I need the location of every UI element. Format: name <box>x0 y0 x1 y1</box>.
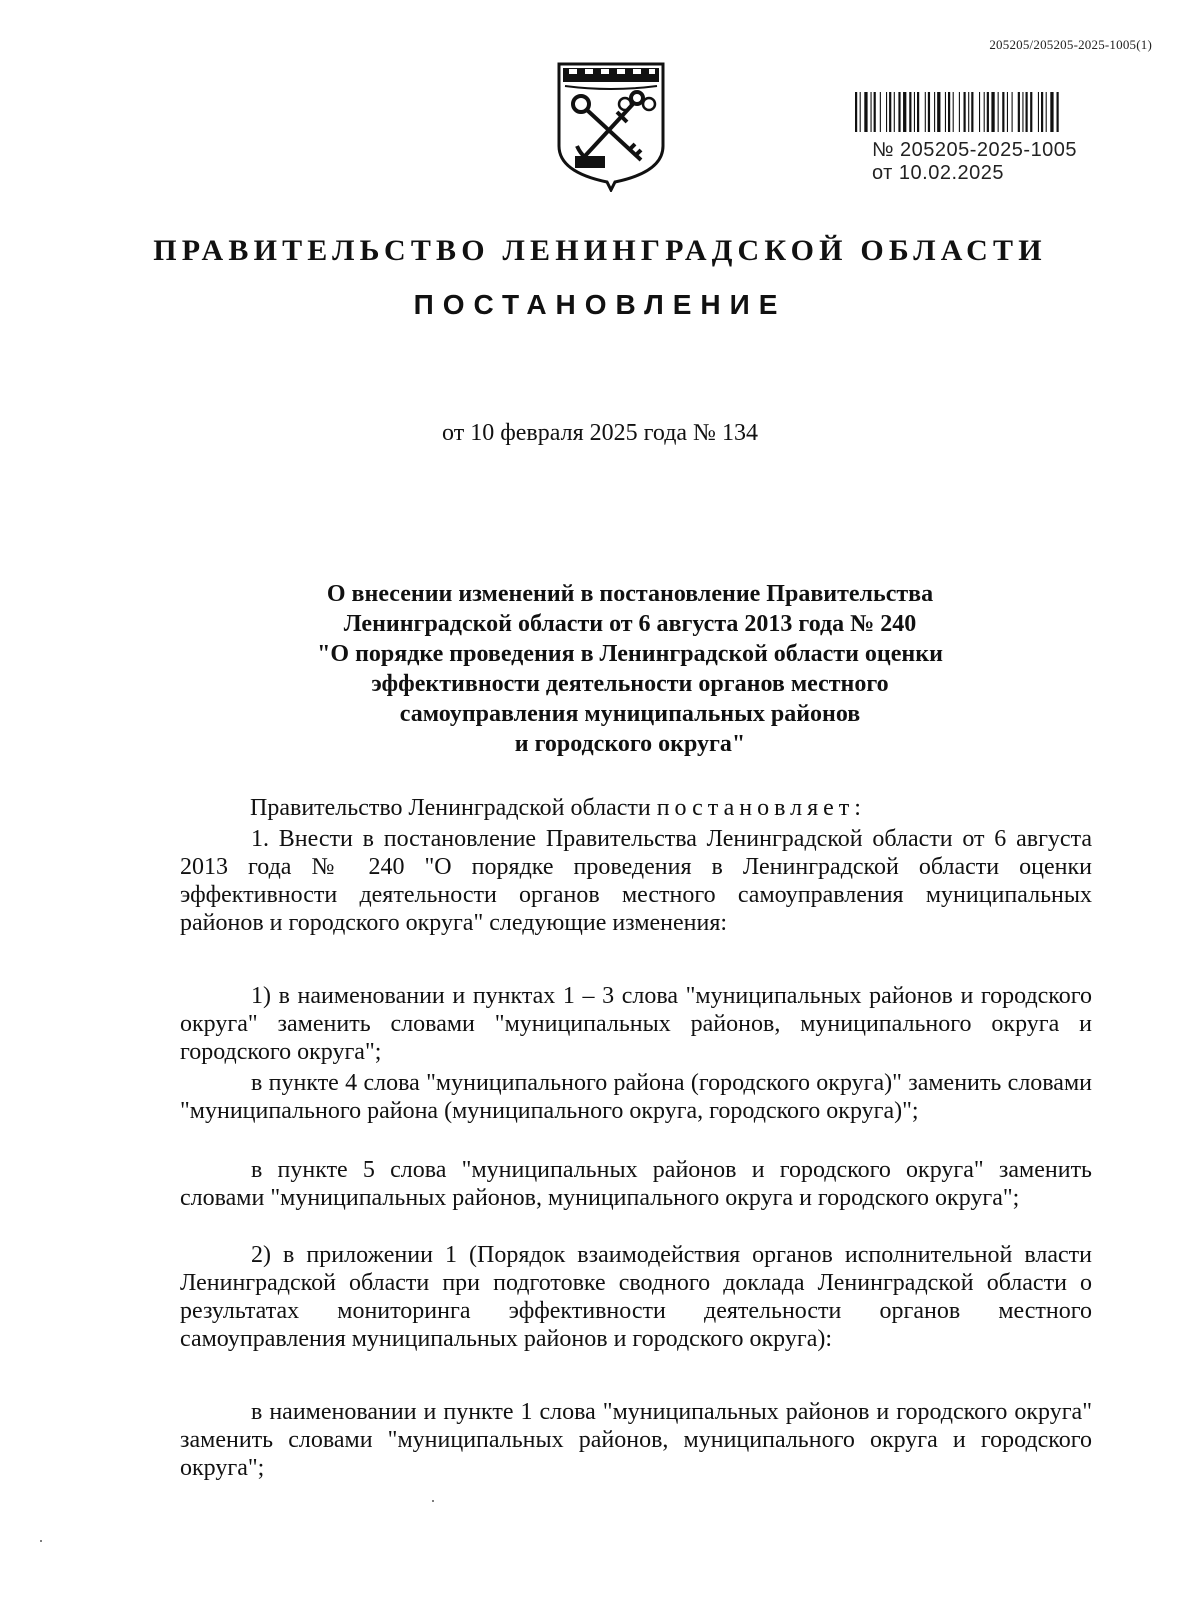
barcode-bar <box>1046 92 1047 132</box>
barcode-bar <box>1018 92 1020 132</box>
barcode-bar <box>874 92 876 132</box>
paragraph-1-item-1-point-4: в пункте 4 слова "муниципального района (городского округа)" заменить словами "муниципального района (муниципального округа, городского округа)"; <box>180 1070 1092 1124</box>
enacting-clause-colon: : <box>854 795 861 821</box>
barcode-bar <box>979 92 980 132</box>
barcode-bar <box>880 92 881 132</box>
barcode-bar <box>998 92 999 132</box>
barcode-bar <box>886 92 887 132</box>
title-line: эффективности деятельности органов местного <box>371 671 889 697</box>
title-line: и городского округа" <box>514 731 746 757</box>
title-line: "О порядке проведения в Ленинградской области оценки <box>317 641 943 667</box>
barcode-bar <box>855 92 857 132</box>
barcode-bar <box>968 92 969 132</box>
barcode-bar <box>1038 92 1039 132</box>
document-id: 205205/205205-2025-1005(1) <box>989 37 1152 52</box>
barcode-bar <box>945 92 946 132</box>
barcode-bar <box>909 92 911 132</box>
barcode-bar <box>1012 92 1013 132</box>
barcode-bar <box>959 92 960 132</box>
title-line: самоуправления муниципальных районов <box>399 701 861 727</box>
barcode-bar <box>937 92 940 132</box>
barcode-bar <box>898 92 900 132</box>
title-line: Ленинградской области от 6 августа 2013 года № 240 <box>343 611 917 637</box>
barcode-bar <box>1041 92 1043 132</box>
barcode-bar <box>987 92 989 132</box>
barcode-bar <box>864 92 867 132</box>
barcode-bar <box>889 92 891 132</box>
document-date-number: от 10 февраля 2025 года № 134 <box>442 420 758 446</box>
barcode-bar <box>860 92 861 132</box>
barcode-bar <box>1002 92 1004 132</box>
barcode-bar <box>1057 92 1059 132</box>
barcode-bar <box>1030 92 1032 132</box>
barcode-bar <box>894 92 895 132</box>
barcode-bar <box>971 92 973 132</box>
scan-speck <box>40 1540 42 1542</box>
barcode-bar <box>964 92 966 132</box>
registration-number: № 205205-2025-1005 <box>872 139 1078 161</box>
barcode-bar <box>948 92 950 132</box>
barcode-bar <box>1050 92 1053 132</box>
barcode-bar <box>914 92 915 132</box>
barcode-bar <box>1007 92 1008 132</box>
leningrad-oblast-coat-of-arms-icon <box>555 60 667 192</box>
barcode-icon <box>855 92 1113 132</box>
document-title <box>180 579 1080 759</box>
barcode-bar <box>1022 92 1023 132</box>
barcode-bar <box>928 92 930 132</box>
enacting-clause <box>250 794 1092 822</box>
paragraph-1-item-1-point-5: в пункте 5 слова "муниципальных районов и городского округа" заменить словами "муниципальных районов, муниципального округа и городского округа"; <box>180 1157 1092 1211</box>
barcode-bar <box>903 92 906 132</box>
paragraph-1-item-2: 2) в приложении 1 (Порядок взаимодействия органов исполнительной власти Ленинградской области при подготовке сводного доклада Ленинградской области о результатах мониторинга эффективности деятельности органов местного самоуправления муниципальных районов и городского округа): <box>180 1242 1092 1352</box>
enacting-clause-text: Правительство Ленинградской области <box>250 795 657 821</box>
paragraph-1-item-1: 1) в наименовании и пунктах 1 – 3 слова "муниципальных районов и городского округа" заменить словами "муниципальных районов, муниципального округа и городского округа"; <box>180 983 1092 1065</box>
registration-date: от 10.02.2025 <box>872 162 1004 184</box>
paragraph-1-item-2-point-1: в наименовании и пункте 1 слова "муниципальных районов и городского округа" заменить словами "муниципальных районов, муниципального округа и городского округа"; <box>180 1399 1092 1481</box>
title-line: О внесении изменений в постановление Правительства <box>326 581 934 607</box>
enacting-clause-verb: постановляет <box>656 795 855 821</box>
barcode-bar <box>953 92 954 132</box>
barcode-bar <box>984 92 985 132</box>
paragraph-1: 1. Внести в постановление Правительства Ленинградской области от 6 августа 2013 года № 240 "О порядке проведения в Ленинградской области оценки эффективности деятельности органов местного самоуправления муниципальных районов и городского округа" следующие изменения: <box>180 826 1092 936</box>
scan-speck <box>432 1500 434 1502</box>
barcode-bar <box>925 92 926 132</box>
barcode-bar <box>934 92 935 132</box>
issuing-authority: ПРАВИТЕЛЬСТВО ЛЕНИНГРАДСКОЙ ОБЛАСТИ <box>153 234 1047 267</box>
barcode-bar <box>871 92 872 132</box>
document-kind: ПОСТАНОВЛЕНИЕ <box>413 289 787 320</box>
barcode-bar <box>991 92 994 132</box>
barcode-bar <box>1026 92 1028 132</box>
barcode-bar <box>917 92 919 132</box>
